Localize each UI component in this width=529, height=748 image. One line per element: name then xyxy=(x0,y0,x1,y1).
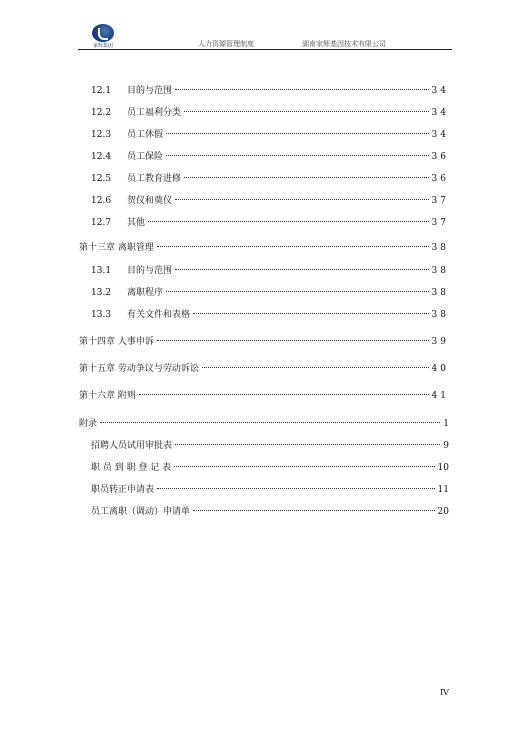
toc-entry-title: 贺仪和奠仪 xyxy=(127,196,173,206)
toc-entry-number: 12.4 xyxy=(91,152,112,162)
toc-entry-title: 员工福利分类 xyxy=(127,108,182,118)
toc-entry[interactable] xyxy=(91,308,449,322)
toc-appendix-item[interactable] xyxy=(91,483,449,497)
toc-entry[interactable] xyxy=(91,172,449,186)
toc-entry[interactable] xyxy=(91,128,449,142)
toc-entry-title: 附录 xyxy=(79,419,98,429)
toc-entry-title: 离职程序 xyxy=(127,288,164,298)
toc-entry[interactable] xyxy=(91,106,449,120)
toc-dot-leader xyxy=(166,155,429,156)
toc-entry-page: 34 xyxy=(431,130,449,140)
toc-entry[interactable] xyxy=(91,150,449,164)
toc-entry-page: 38 xyxy=(431,243,449,253)
toc-entry-page: 34 xyxy=(431,86,449,96)
toc-entry-title: 其他 xyxy=(127,218,146,228)
header-divider xyxy=(78,49,452,50)
toc-entry-title: 职 员 到 职 登 记 表 xyxy=(91,463,172,473)
toc-entry-number: 12.6 xyxy=(91,196,112,206)
toc-entry-page: 38 xyxy=(431,310,449,320)
toc-entry-page: 9 xyxy=(443,441,449,451)
toc-dot-leader xyxy=(139,394,429,395)
toc-entry[interactable] xyxy=(91,194,449,208)
toc-dot-leader xyxy=(202,367,429,368)
toc-entry[interactable] xyxy=(91,216,449,230)
toc-entry-page: 36 xyxy=(431,174,449,184)
toc-chapter-entry[interactable] xyxy=(79,335,449,349)
toc-dot-leader xyxy=(148,221,429,222)
toc-entry-title: 有关文件和表格 xyxy=(127,310,191,320)
toc-entry-title: 职员转正申请表 xyxy=(91,485,155,495)
toc-entry-page: 1 xyxy=(443,419,449,429)
toc-dot-leader xyxy=(175,89,429,90)
toc-dot-leader xyxy=(157,488,435,489)
toc-entry-page: 36 xyxy=(431,152,449,162)
toc-entry-page: 40 xyxy=(431,364,449,374)
toc-entry[interactable] xyxy=(91,264,449,278)
toc-entry-number: 12.5 xyxy=(91,174,112,184)
logo-text: 家辉集团 xyxy=(92,43,113,49)
company-logo xyxy=(88,24,118,50)
toc-entry-number: 12.1 xyxy=(91,86,112,96)
toc-entry-number: 13.3 xyxy=(91,310,112,320)
toc-entry-number: 12.7 xyxy=(91,218,112,228)
toc-entry-title: 员工离职（调动）申请单 xyxy=(91,507,191,517)
page-number: IV xyxy=(440,688,449,697)
toc-dot-leader xyxy=(193,510,435,511)
toc-chapter-entry[interactable] xyxy=(79,362,449,376)
toc-dot-leader xyxy=(157,340,429,341)
toc-dot-leader xyxy=(175,269,429,270)
toc-entry-page: 20 xyxy=(437,507,449,517)
toc-dot-leader xyxy=(184,111,429,112)
toc-entry-page: 37 xyxy=(431,218,449,228)
toc-entry-number: 12.3 xyxy=(91,130,112,140)
toc-entry-page: 11 xyxy=(437,485,449,495)
toc-chapter-entry[interactable] xyxy=(79,389,449,403)
toc-entry-title: 员工保险 xyxy=(127,152,164,162)
toc-dot-leader xyxy=(157,246,429,247)
toc-entry[interactable] xyxy=(91,84,449,98)
toc-entry-page: 39 xyxy=(431,337,449,347)
toc-entry-title: 第十六章 附则 xyxy=(79,391,136,401)
toc-entry-page: 10 xyxy=(437,463,449,473)
toc-entry[interactable] xyxy=(91,286,449,300)
toc-entry-title: 招聘人员试用审批表 xyxy=(91,441,173,451)
toc-appendix-item[interactable] xyxy=(91,461,449,475)
toc-dot-leader xyxy=(193,313,429,314)
toc-entry-page: 34 xyxy=(431,108,449,118)
toc-dot-leader xyxy=(100,422,440,423)
page-header xyxy=(78,22,452,50)
toc-entry-number: 13.2 xyxy=(91,288,112,298)
toc-dot-leader xyxy=(166,291,429,292)
logo-mark-icon xyxy=(92,24,114,42)
header-company-name: 湖南家辉基因技术有限公司 xyxy=(302,40,386,48)
toc-entry-page: 38 xyxy=(431,266,449,276)
toc-entry-page: 41 xyxy=(431,391,449,401)
toc-dot-leader xyxy=(166,133,429,134)
toc-entry-title: 目的与范围 xyxy=(127,266,173,276)
toc-entry-page: 38 xyxy=(431,288,449,298)
header-document-title: 人力资源管理制度 xyxy=(198,40,254,48)
toc-entry-number: 12.2 xyxy=(91,108,112,118)
toc-entry-title: 目的与范围 xyxy=(127,86,173,96)
toc-dot-leader xyxy=(174,466,434,467)
toc-entry-title: 第十五章 劳动争议与劳动诉讼 xyxy=(79,364,199,374)
toc-entry-page: 37 xyxy=(431,196,449,206)
toc-entry-number: 13.1 xyxy=(91,266,112,276)
toc-appendix-item[interactable] xyxy=(91,505,449,519)
toc-appendix-entry[interactable] xyxy=(79,417,449,431)
toc-entry-title: 员工教育进修 xyxy=(127,174,182,184)
toc-entry-title: 第十三章 离职管理 xyxy=(79,243,154,253)
toc-dot-leader xyxy=(175,199,429,200)
toc-chapter-entry[interactable] xyxy=(79,241,449,255)
toc-dot-leader xyxy=(175,444,440,445)
toc-entry-title: 员工休假 xyxy=(127,130,164,140)
toc-dot-leader xyxy=(184,177,429,178)
toc-appendix-item[interactable] xyxy=(91,439,449,453)
toc-entry-title: 第十四章 人事申诉 xyxy=(79,337,154,347)
